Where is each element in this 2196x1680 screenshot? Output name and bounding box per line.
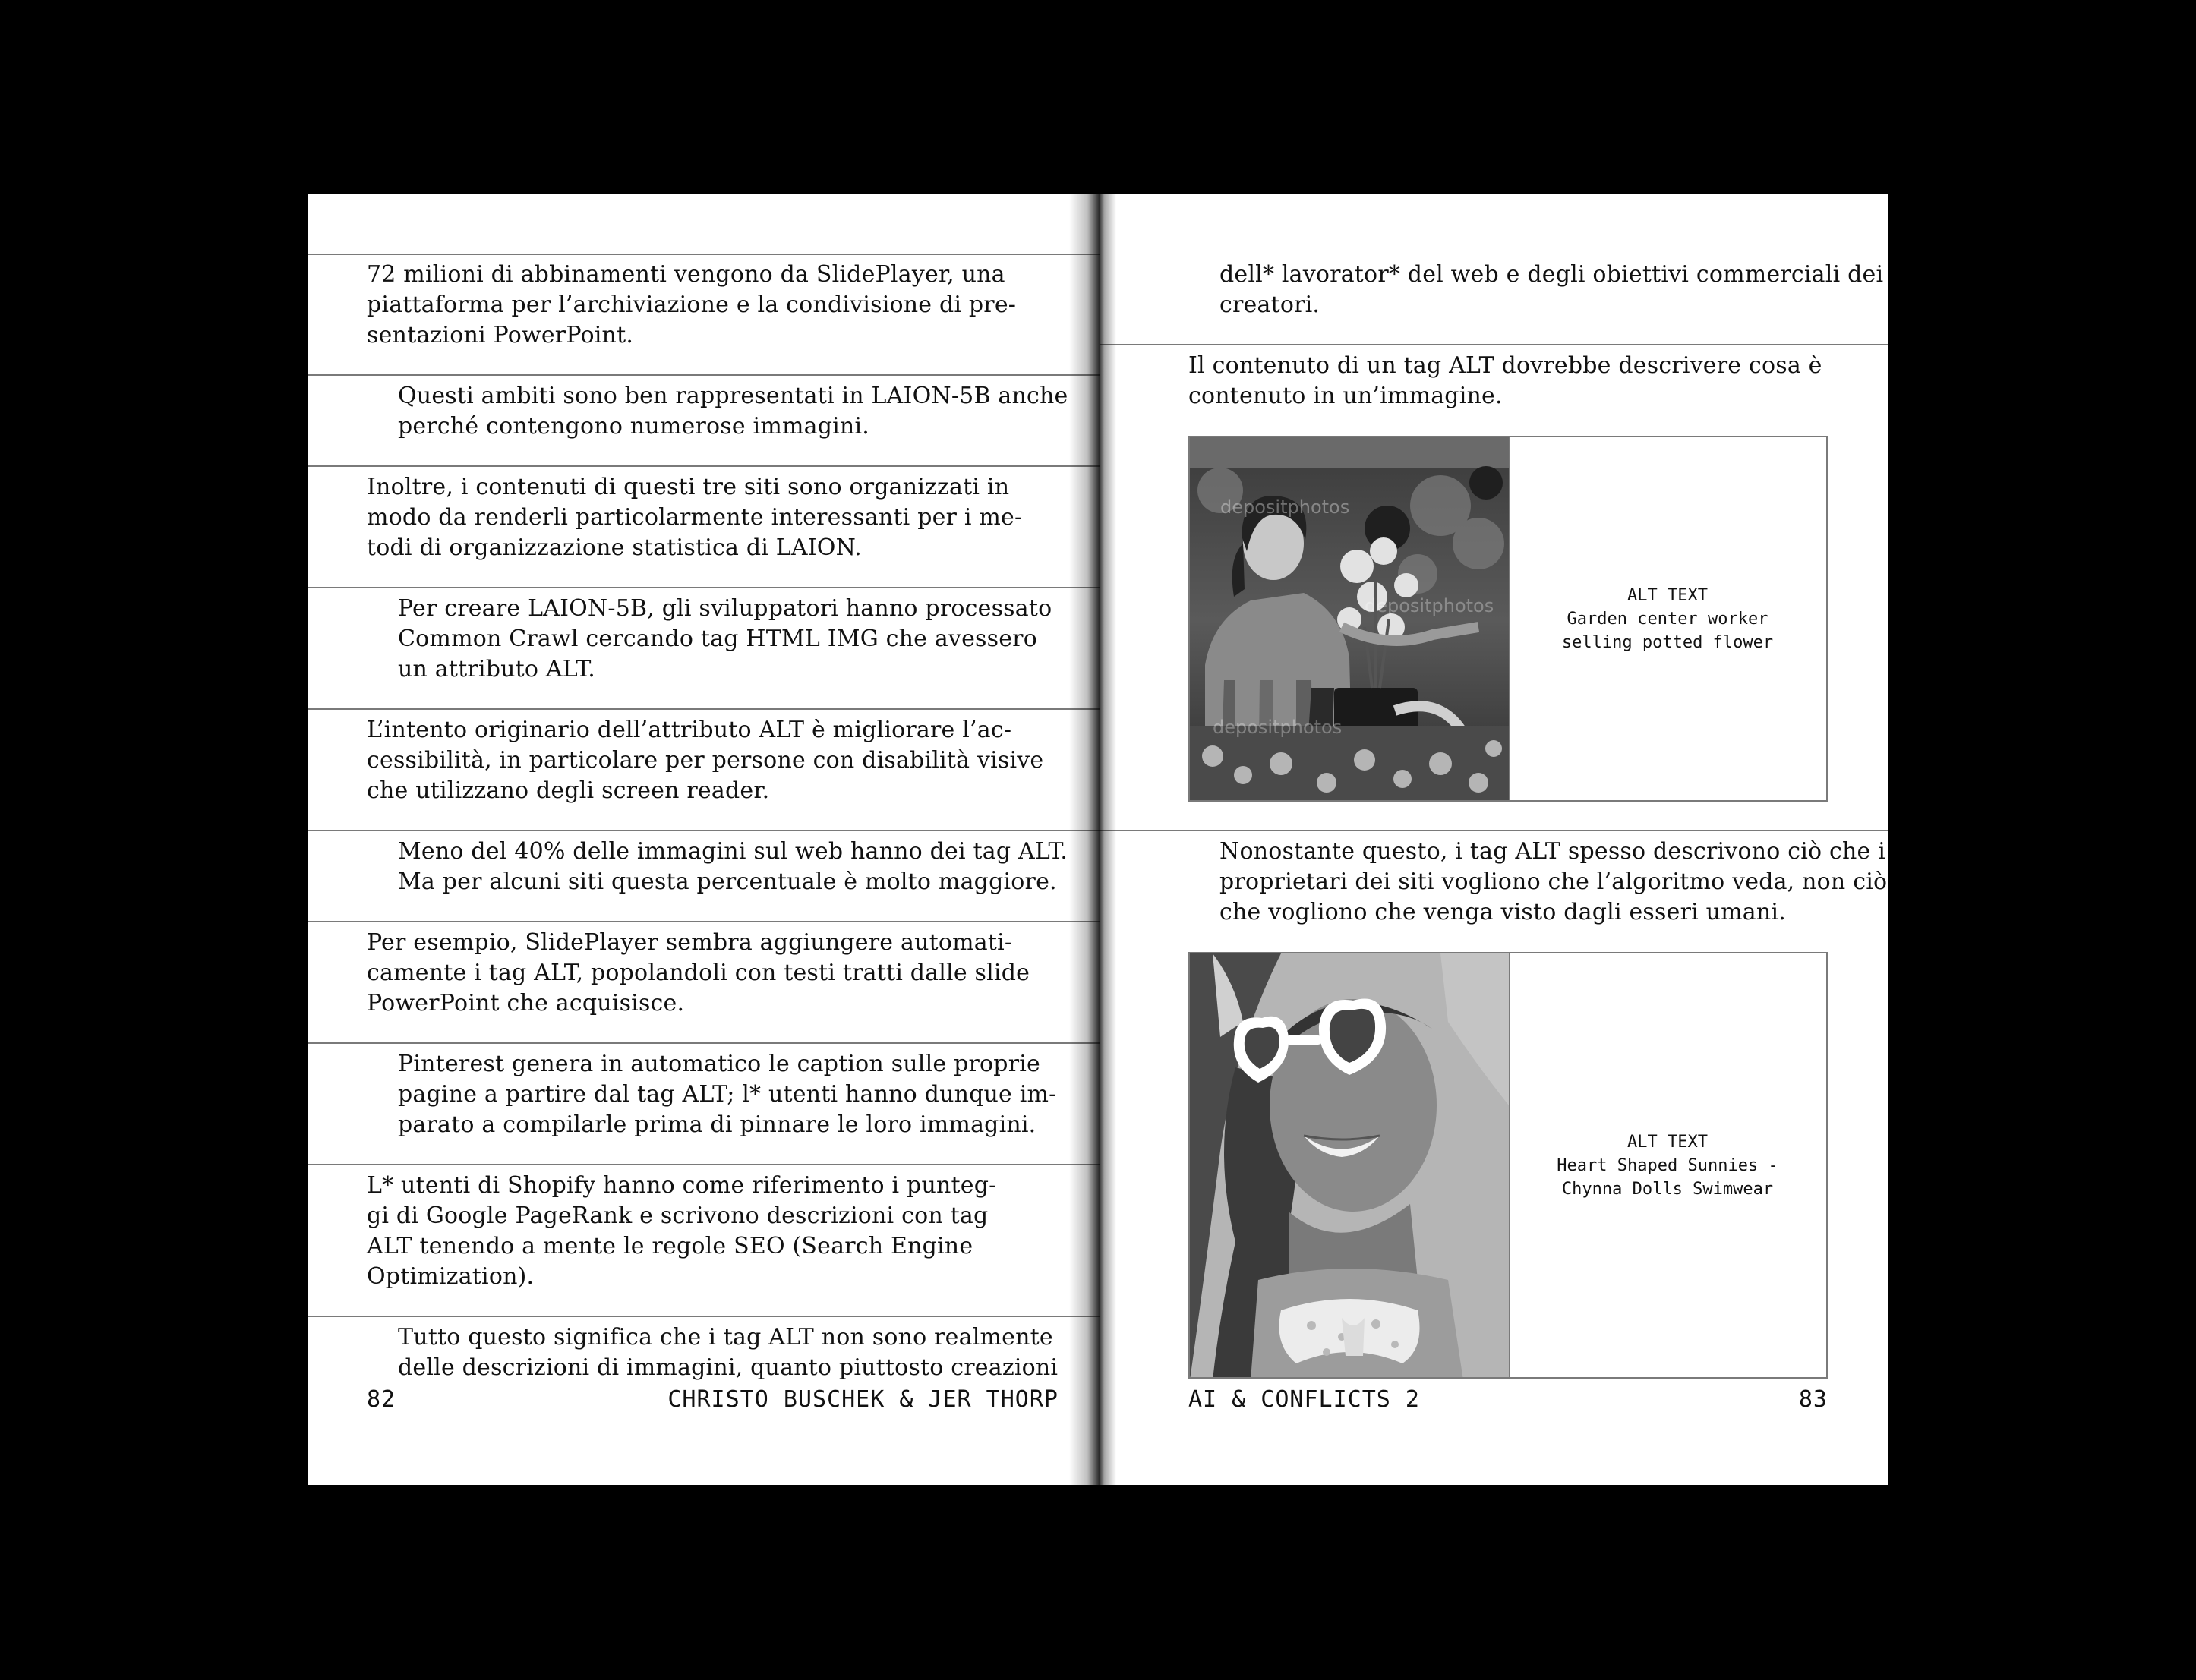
book-gutter-shadow bbox=[1069, 194, 1100, 1485]
running-head: AI & CONFLICTS 2 bbox=[1188, 1386, 1420, 1413]
text-line: Per esempio, SlidePlayer sembra aggiungere automati- bbox=[367, 929, 1013, 956]
alt-text-label: ALT TEXT bbox=[1627, 1132, 1708, 1152]
text-line: perché contengono numerose immagini. bbox=[398, 413, 869, 440]
text-line: Inoltre, i contenuti di questi tre siti sono organizzati in bbox=[367, 474, 1010, 500]
text-line: piattaforma per l’archiviazione e la condivisione di pre- bbox=[367, 292, 1017, 318]
paragraph bbox=[367, 472, 1022, 563]
paragraph bbox=[367, 715, 1043, 806]
text-line: che utilizzano degli screen reader. bbox=[367, 777, 770, 804]
paragraph bbox=[1219, 837, 1887, 928]
divider bbox=[308, 1164, 1100, 1165]
paragraph bbox=[1219, 260, 1883, 320]
running-head: CHRISTO BUSCHEK & JER THORP bbox=[667, 1386, 1059, 1413]
paragraph bbox=[398, 594, 1052, 685]
paragraph bbox=[398, 1322, 1058, 1383]
divider bbox=[308, 587, 1100, 588]
watermark-text: depositphotos bbox=[1213, 717, 1343, 738]
text-line: un attributo ALT. bbox=[398, 656, 595, 682]
paragraph bbox=[398, 1049, 1057, 1140]
divider bbox=[1100, 830, 1888, 831]
divider bbox=[308, 254, 1100, 255]
divider bbox=[308, 374, 1100, 376]
figure-heart-sunglasses bbox=[1188, 952, 1828, 1379]
text-line: Meno del 40% delle immagini sul web hanno dei tag ALT. bbox=[398, 838, 1068, 865]
alt-text-line: Chynna Dolls Swimwear bbox=[1561, 1179, 1774, 1199]
divider bbox=[308, 708, 1100, 710]
paragraph bbox=[367, 1171, 996, 1292]
text-line: sentazioni PowerPoint. bbox=[367, 322, 634, 348]
garden-worker-image bbox=[1190, 437, 1509, 800]
page-number: 82 bbox=[367, 1386, 396, 1413]
left-page bbox=[308, 194, 1100, 1485]
text-line: cessibilità, in particolare per persone con disabilità visive bbox=[367, 747, 1044, 774]
text-line: parato a compilarle prima di pinnare le loro immagini. bbox=[398, 1111, 1036, 1138]
paragraph bbox=[1188, 351, 1822, 411]
page-number: 83 bbox=[1798, 1386, 1828, 1413]
alt-text-box bbox=[1509, 437, 1826, 800]
text-line: PowerPoint che acquisisce. bbox=[367, 990, 685, 1017]
alt-text-line: selling potted flower bbox=[1561, 632, 1774, 652]
text-line: ALT tenendo a mente le regole SEO (Search Engine bbox=[367, 1233, 973, 1259]
alt-text-label: ALT TEXT bbox=[1627, 585, 1708, 605]
text-line: Il contenuto di un tag ALT dovrebbe descrivere cosa è bbox=[1188, 352, 1822, 379]
sunglasses-model-image bbox=[1190, 953, 1509, 1377]
paragraph bbox=[367, 260, 1016, 351]
text-line: camente i tag ALT, popolandoli con testi tratti dalle slide bbox=[367, 960, 1030, 986]
text-line: contenuto in un’immagine. bbox=[1188, 383, 1503, 409]
book-gutter-shadow bbox=[1100, 194, 1116, 1485]
text-line: Nonostante questo, i tag ALT spesso descrivono ciò che i bbox=[1219, 838, 1886, 865]
text-line: todi di organizzazione statistica di LAION. bbox=[367, 534, 862, 561]
text-line: che vogliono che venga visto dagli esseri umani. bbox=[1219, 899, 1786, 925]
divider bbox=[308, 1042, 1100, 1044]
text-line: Questi ambiti sono ben rappresentati in LAION-5B anche bbox=[398, 383, 1068, 409]
text-line: 72 milioni di abbinamenti vengono da SlidePlayer, una bbox=[367, 261, 1005, 288]
text-line: Optimization). bbox=[367, 1263, 535, 1290]
text-line: gi di Google PageRank e scrivono descrizioni con tag bbox=[367, 1202, 989, 1229]
text-line: Tutto questo significa che i tag ALT non sono realmente bbox=[398, 1324, 1053, 1351]
text-line: Ma per alcuni siti questa percentuale è molto maggiore. bbox=[398, 868, 1057, 895]
text-line: modo da renderli particolarmente interessanti per i me- bbox=[367, 504, 1023, 531]
text-line: Common Crawl cercando tag HTML IMG che avessero bbox=[398, 626, 1037, 652]
paragraph bbox=[367, 928, 1030, 1019]
sunglasses-model-photo bbox=[1190, 953, 1510, 1377]
divider bbox=[308, 830, 1100, 831]
alt-text-box bbox=[1509, 953, 1826, 1377]
divider bbox=[308, 465, 1100, 467]
watermark-text: depositphotos bbox=[1220, 496, 1350, 518]
text-line: dell* lavorator* del web e degli obiettivi commerciali dei bbox=[1219, 261, 1884, 288]
right-page bbox=[1100, 194, 1888, 1485]
text-line: Pinterest genera in automatico le caption sulle proprie bbox=[398, 1051, 1040, 1077]
alt-text-line: Heart Shaped Sunnies - bbox=[1557, 1155, 1778, 1175]
divider bbox=[308, 1316, 1100, 1317]
text-line: L’intento originario dell’attributo ALT è migliorare l’ac- bbox=[367, 717, 1012, 743]
divider bbox=[308, 921, 1100, 922]
text-line: pagine a partire dal tag ALT; l* utenti hanno dunque im- bbox=[398, 1081, 1057, 1108]
text-line: Per creare LAION-5B, gli sviluppatori hanno processato bbox=[398, 595, 1052, 622]
paragraph bbox=[398, 381, 1068, 442]
text-line: L* utenti di Shopify hanno come riferimento i punteg- bbox=[367, 1172, 997, 1199]
text-line: proprietari dei siti vogliono che l’algoritmo veda, non ciò bbox=[1219, 868, 1888, 895]
text-line: delle descrizioni di immagini, quanto piuttosto creazioni bbox=[398, 1354, 1059, 1381]
paragraph bbox=[398, 837, 1068, 897]
divider bbox=[1100, 344, 1888, 345]
text-line: creatori. bbox=[1219, 292, 1320, 318]
watermark-text: depositphotos bbox=[1365, 595, 1494, 616]
figure-garden-worker bbox=[1188, 436, 1828, 802]
alt-text-line: Garden center worker bbox=[1567, 609, 1768, 629]
garden-worker-photo bbox=[1190, 437, 1510, 800]
